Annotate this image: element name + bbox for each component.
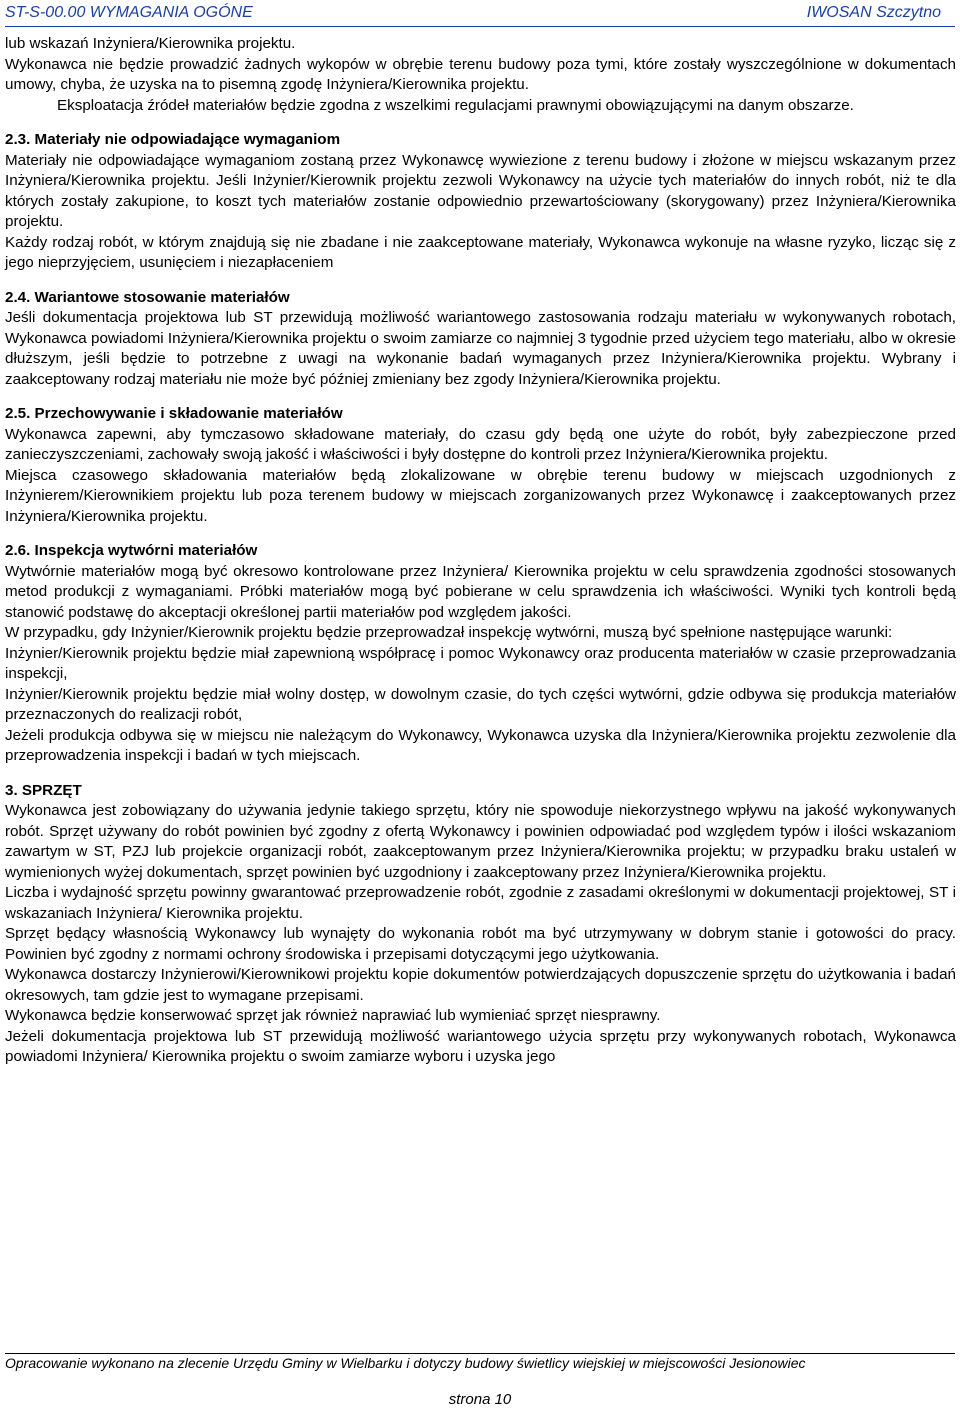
document-body: [5, 34, 956, 1068]
paragraph: Każdy rodzaj robót, w którym znajdują się nie zbadane i nie zaakceptowane materiały, Wykonawca wykonuje na własne ryzyko, licząc się z jego nieprzyjęciem, usunięciem i niezapłaceniem: [5, 233, 956, 271]
paragraph: Wykonawca nie będzie prowadzić żadnych wykopów w obrębie terenu budowy poza tymi, które zostały wyszczególnione w dokumentach umowy, chyba, że uzyska na to pisemną zgodę Inżyniera/Kierownika projektu.: [5, 55, 956, 93]
header-document-code: ST-S-00.00 WYMAGANIA OGÓNE: [5, 4, 253, 21]
paragraph: Sprzęt będący własnością Wykonawcy lub wynajęty do wykonania robót ma być utrzymywany w dobrym stanie i gotowości do pracy. Powinien być zgodny z normami ochrony środowiska i przepisami dotyczącymi jego użytkowania.: [5, 925, 956, 963]
section-heading-2-6: 2.6. Inspekcja wytwórni materiałów: [5, 542, 258, 559]
page-header: [5, 2, 955, 24]
section-heading-2-3: 2.3. Materiały nie odpowiadające wymaganiom: [5, 131, 341, 148]
paragraph: Wytwórnie materiałów mogą być okresowo kontrolowane przez Inżyniera/ Kierownika projektu w celu sprawdzenia zgodności stosowanych metod produkcji z wymaganiami. Próbki materiałów mogą być pobierane w celu sprawdzenia ich właściwości. Wyniki tych kontroli będą stanowić podstawę do akceptacji określonej partii materiałów pod względem jakości.: [5, 562, 956, 621]
paragraph: Jeżeli produkcja odbywa się w miejscu nie należącym do Wykonawcy, Wykonawca uzyska dla Inżyniera/Kierownika projektu zezwolenie dla przeprowadzenia inspekcji i badań w tych miejscach.: [5, 726, 956, 764]
paragraph: Inżynier/Kierownik projektu będzie miał zapewnioną współpracę i pomoc Wykonawcy oraz producenta materiałów w czasie przeprowadzania inspekcji,: [5, 644, 956, 682]
paragraph: Jeżeli dokumentacja projektowa lub ST przewidują możliwość wariantowego użycia sprzętu przy wykonywanych robotach, Wykonawca powiadomi Inżyniera/ Kierownika projektu o swoim zamiarze wyboru i uzyska jego: [5, 1027, 956, 1065]
section-heading-3: 3. SPRZĘT: [5, 781, 82, 799]
paragraph: Wykonawca jest zobowiązany do używania jedynie takiego sprzętu, który nie spowoduje niekorzystnego wpływu na jakość wykonywanych robót. Sprzęt używany do robót powinien być zgodny z ofertą Wykonawcy i powinien odpowiadać pod względem typów i ilości wskazaniom zawartym w ST, PZJ lub projekcie organizacji robót, zaakceptowanym przez Inżyniera/Kierownika projektu; w przypadku braku ustaleń w wymienionych wyżej dokumentach, sprzęt powinien być uzgodniony i zaakceptowany przez Inżyniera/Kierownika projektu.: [5, 802, 956, 881]
section-heading-2-5: 2.5. Przechowywanie i składowanie materiałów: [5, 405, 343, 422]
page-number: strona 10: [448, 1391, 512, 1408]
paragraph: Jeśli dokumentacja projektowa lub ST przewidują możliwość wariantowego zastosowania rodzaju materiału w wykonywanych robotach, Wykonawca powiadomi Inżyniera/Kierownika projektu o swoim zamiarze co najmniej 3 tygodnie przed użyciem tego materiału, albo w okresie dłuższym, jeśli będzie to potrzebne z uwagi na wykonanie badań wymaganych przez Inżyniera/Kierownika projektu. Wybrany i zaakceptowany rodzaj materiału nie może być później zmieniany bez zgody Inżyniera/Kierownika projektu.: [5, 309, 956, 388]
paragraph: Wykonawca będzie konserwować sprzęt jak również naprawiać lub wymieniać sprzęt niesprawny.: [5, 1007, 661, 1024]
paragraph: Liczba i wydajność sprzętu powinny gwarantować przeprowadzenie robót, zgodnie z zasadami określonymi w dokumentacji projektowej, ST i wskazaniach Inżyniera/ Kierownika projektu.: [5, 884, 956, 922]
paragraph: Miejsca czasowego składowania materiałów będą zlokalizowane w obrębie terenu budowy w miejscach uzgodnionych z Inżynierem/Kierownikiem projektu lub poza terenem budowy w miejscach zorganizowanych przez Wykonawcę i zaakceptowanych przez Inżyniera/Kierownika projektu.: [5, 466, 956, 525]
section-heading-2-4: 2.4. Wariantowe stosowanie materiałów: [5, 288, 290, 306]
footer-note: Opracowanie wykonano na zlecenie Urzędu Gminy w Wielbarku i dotyczy budowy świetlicy wiejskiej w miejscowości Jesionowiec: [5, 1355, 806, 1371]
header-divider: [5, 26, 955, 27]
paragraph: Materiały nie odpowiadające wymaganiom zostaną przez Wykonawcę wywiezione z terenu budowy i złożone w miejscu wskazanym przez Inżyniera/Kierownika projektu. Jeśli Inżynier/Kierownik projektu zezwoli Wykonawcy na użycie tych materiałów do innych robót, niż te dla których zostały zakupione, to koszt tych materiałów zostanie odpowiednio przewartościowany (skorygowany) przez Inżyniera/Kierownika projektu.: [5, 151, 956, 230]
paragraph: Inżynier/Kierownik projektu będzie miał wolny dostęp, w dowolnym czasie, do tych części wytwórni, gdzie odbywa się produkcja materiałów przeznaczonych do realizacji robót,: [5, 685, 956, 723]
paragraph: lub wskazań Inżyniera/Kierownika projektu.: [5, 35, 296, 52]
paragraph: W przypadku, gdy Inżynier/Kierownik projektu będzie przeprowadzał inspekcję wytwórni, muszą być spełnione następujące warunki:: [5, 624, 893, 641]
paragraph: Eksploatacja źródeł materiałów będzie zgodna z wszelkimi regulacjami prawnymi obowiązującymi na danym obszarze.: [57, 96, 854, 114]
header-company: IWOSAN Szczytno: [806, 4, 941, 21]
paragraph: Wykonawca zapewni, aby tymczasowo składowane materiały, do czasu gdy będą one użyte do robót, były zabezpieczone przed zanieczyszczeniami, zachowały swoją jakość i właściwości i były dostępne do kontroli przez Inżyniera/Kierownika projektu.: [5, 425, 956, 463]
paragraph: Wykonawca dostarczy Inżynierowi/Kierownikowi projektu kopie dokumentów potwierdzających dopuszczenie sprzętu do użytkowania i badań okresowych, tam gdzie jest to wymagane przepisami.: [5, 966, 956, 1004]
